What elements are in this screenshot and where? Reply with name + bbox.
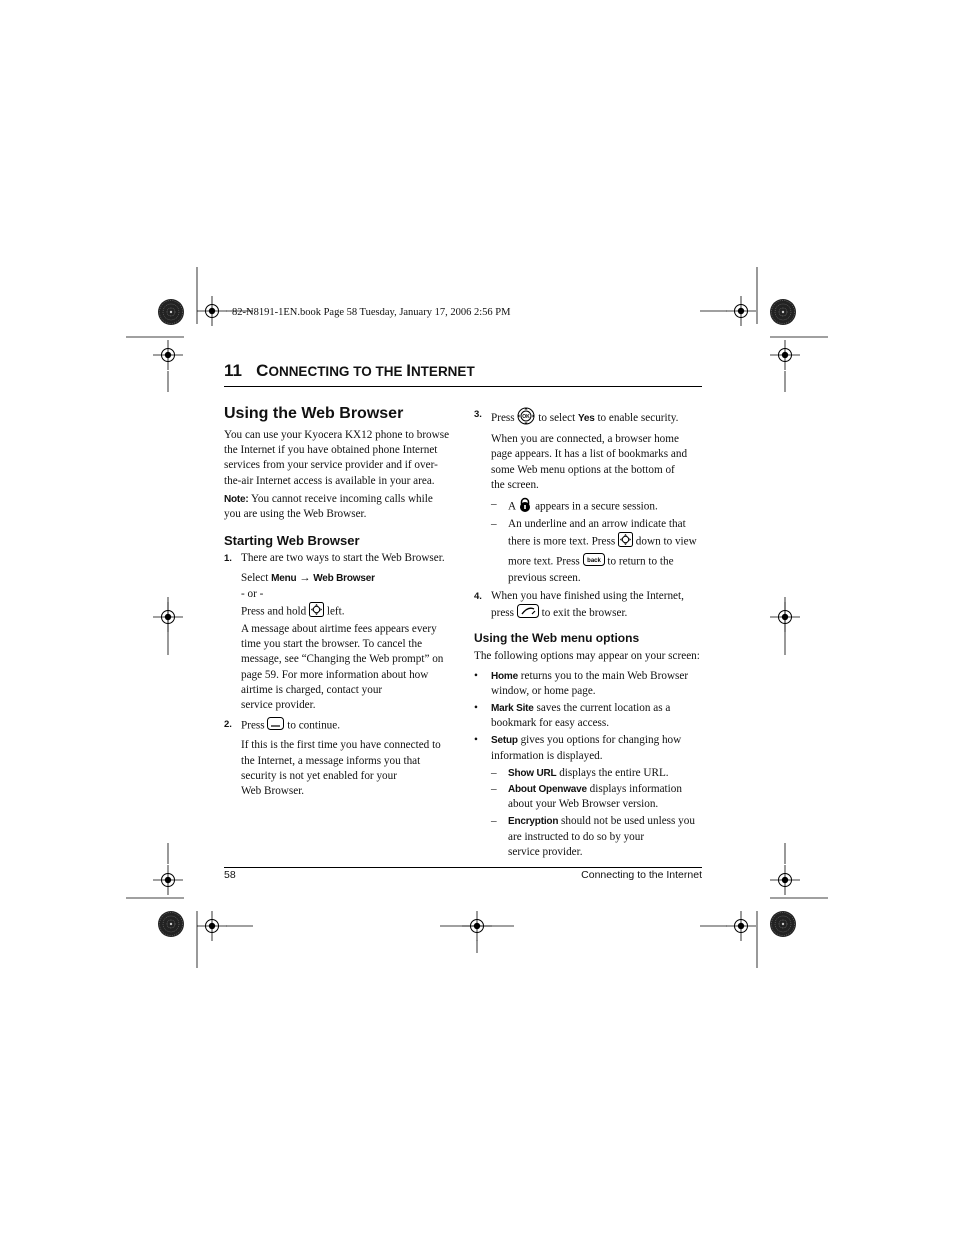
section-heading: Using the Web Browser bbox=[224, 405, 404, 422]
note: Note: You cannot receive incoming calls while you are using the Web Browser. bbox=[224, 492, 433, 521]
footer-rule bbox=[224, 867, 702, 868]
chapter-rule bbox=[224, 386, 702, 387]
intro-paragraph: You can use your Kyocera KX12 phone to browse the Internet if you have obtained phone Internet services from your service provider and if over- the-air Internet access is available in your area. bbox=[224, 429, 450, 487]
registration-mark-icon bbox=[462, 911, 492, 941]
footer-section-title: Connecting to the Internet bbox=[581, 869, 702, 881]
registration-mark-icon bbox=[153, 340, 183, 370]
right-column bbox=[474, 407, 706, 860]
option-encryption: – Encryption should not be used unless you are instructed to do so by your service provider. bbox=[491, 815, 695, 858]
registration-mark-icon bbox=[770, 602, 800, 632]
option-home: • Home returns you to the main Web Browser window, or home page. bbox=[474, 669, 689, 697]
registration-dial-icon bbox=[770, 299, 796, 325]
registration-mark-icon bbox=[770, 865, 800, 895]
end-key-icon bbox=[517, 604, 539, 623]
page-number: 58 bbox=[224, 869, 236, 881]
option-mark-site: • Mark Site saves the current location as a bookmark for easy access. bbox=[474, 702, 671, 730]
subheading-menu-options: Using the Web menu options bbox=[474, 631, 640, 646]
ok-key-icon bbox=[517, 407, 535, 430]
registration-dial-icon bbox=[158, 911, 184, 937]
step-2: 2. Press to continue. If this is the first time you have connected to the Internet, a message informs you that security is not yet enabled for your Web Browser. bbox=[224, 719, 441, 798]
options-intro: The following options may appear on your screen: bbox=[474, 650, 700, 663]
registration-mark-icon bbox=[153, 602, 183, 632]
registration-mark-icon bbox=[770, 340, 800, 370]
step-4: 4. When you have finished using the Internet, press to exit the browser. bbox=[474, 589, 706, 623]
registration-mark-icon bbox=[197, 296, 227, 326]
step-3: 3. Press OK to select Yes to enable security. When you are connected, a browser home page appears. It has a list of bookmarks and some Web menu options at the bottom of the screen. – A appears in a secure session. – An underline and an arrow indicate that there is more text. Press down to view more text. Press back to return to the previous screen. bbox=[474, 407, 706, 586]
svg-text:OK: OK bbox=[522, 414, 531, 420]
registration-dial-icon bbox=[158, 299, 184, 325]
navigation-key-icon bbox=[618, 532, 633, 552]
registration-mark-icon bbox=[197, 911, 227, 941]
option-setup: • Setup gives you options for changing how information is displayed. – Show URL displays the entire URL. – About Openwave displays information about your Web Browser version. – Encryption should not be used unless you are instructed to do so by your service provider. bbox=[474, 733, 706, 860]
step-1: 1. There are two ways to start the Web Browser. Select Menu → Web Browser - or - Press and hold left. A message about airtime fees appears every time you start the browser. To cancel the message, see “Changing the Web prompt” on page 59. For more information about how airtime is charged, contact your service provider. bbox=[224, 552, 445, 712]
subheading-starting: Starting Web Browser bbox=[224, 533, 360, 549]
svg-text:back: back bbox=[586, 557, 601, 564]
note-label: Note: bbox=[224, 493, 249, 505]
registration-mark-icon bbox=[726, 296, 756, 326]
lock-icon bbox=[518, 497, 532, 517]
registration-dial-icon bbox=[770, 911, 796, 937]
print-header: 82-N8191-1EN.book Page 58 Tuesday, January 17, 2006 2:56 PM bbox=[232, 307, 511, 318]
left-column bbox=[224, 404, 456, 799]
underline-item: – An underline and an arrow indicate that there is more text. Press down to view more text. Press back to return to the previous screen. bbox=[491, 518, 697, 584]
chapter-heading: 11 CONNECTING TO THE INTERNET bbox=[224, 361, 475, 380]
registration-mark-icon bbox=[726, 911, 756, 941]
secure-session-item: – A appears in a secure session. bbox=[491, 497, 706, 517]
back-key-icon bbox=[583, 553, 605, 571]
navigation-key-icon bbox=[309, 602, 324, 622]
chapter-number: 11 bbox=[224, 361, 242, 380]
registration-mark-icon bbox=[153, 865, 183, 895]
option-about-openwave: – About Openwave displays information about your Web Browser version. bbox=[491, 783, 682, 811]
send-key-icon bbox=[267, 717, 284, 735]
option-show-url: – Show URL displays the entire URL. bbox=[491, 766, 669, 779]
